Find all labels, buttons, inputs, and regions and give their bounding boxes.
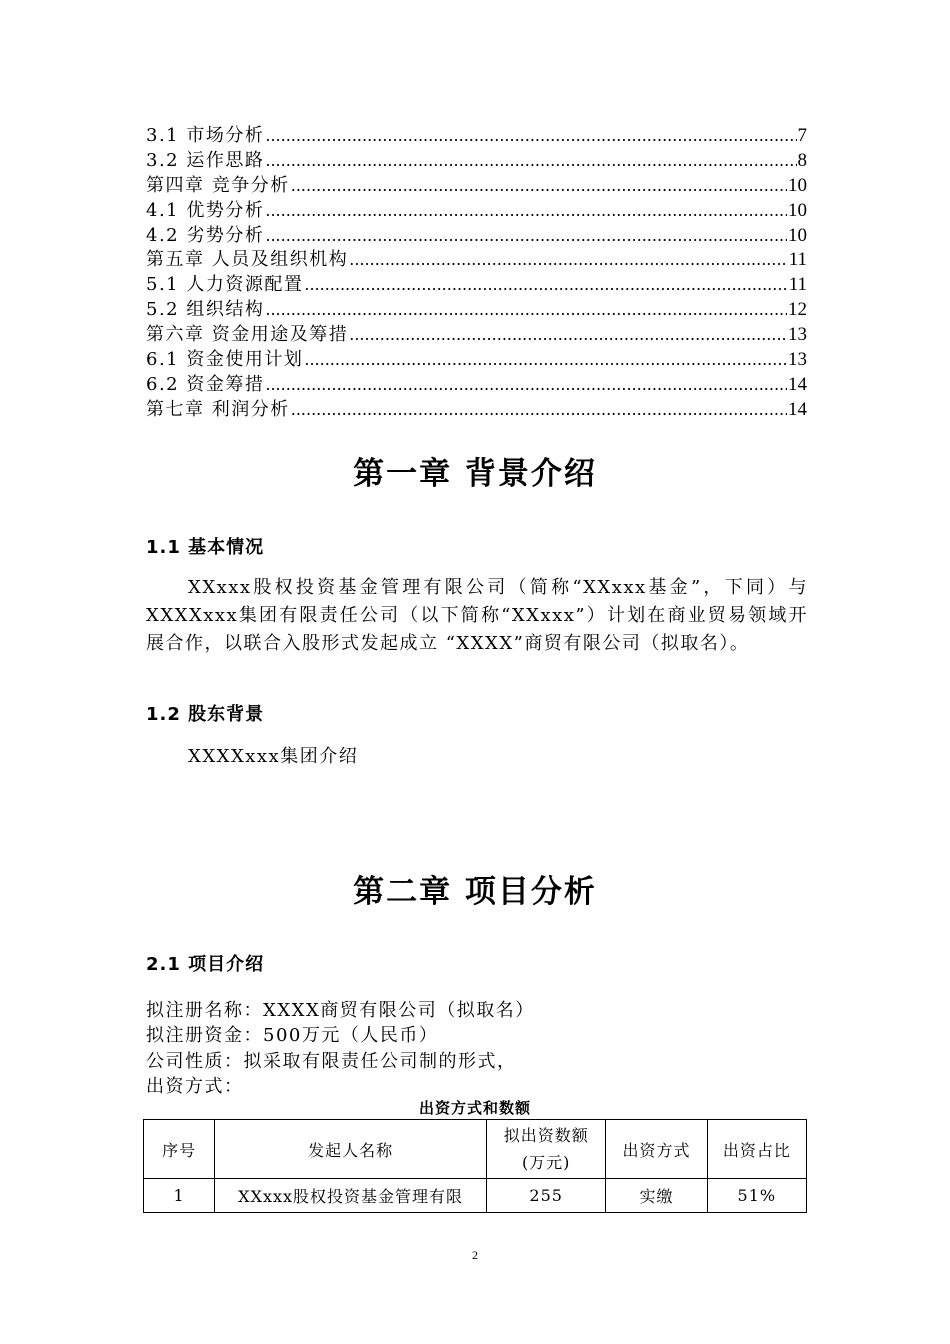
toc-entry[interactable] [146, 273, 807, 298]
toc-entry-title: 4.1 优势分析 [146, 199, 265, 221]
toc-leader-dots [304, 348, 787, 373]
cell-method: 实缴 [606, 1179, 707, 1213]
section-1-2-paragraph: XXXXxxx集团介绍 [188, 746, 359, 767]
toc-entry[interactable] [146, 224, 807, 249]
chapter-1-heading: 第一章 背景介绍 [353, 456, 597, 492]
toc-leader-dots [291, 398, 787, 423]
toc-entry-page: 10 [788, 174, 807, 196]
table-of-contents [146, 124, 807, 423]
header-amount-line1: 拟出资数额 [503, 1126, 589, 1145]
toc-leader-dots [265, 224, 787, 249]
toc-entry-page: 14 [788, 398, 807, 420]
toc-entry[interactable] [146, 199, 807, 224]
toc-leader-dots [291, 174, 787, 199]
toc-entry-title: 5.2 组织结构 [146, 299, 265, 321]
toc-entry[interactable] [146, 348, 807, 373]
toc-entry[interactable] [146, 323, 807, 348]
toc-entry-page: 10 [788, 224, 807, 246]
toc-entry-title: 第六章 资金用途及筹措 [146, 324, 349, 346]
company-nature-line: 公司性质：拟采取有限责任公司制的形式， [146, 1051, 517, 1072]
section-1-1-paragraph: XXxxx股权投资基金管理有限公司（简称“XXxxx基金”，下同）与XXXXxxx集团有限责任公司（以下简称“XXxxx”）计划在商业贸易领域开展合作，以联合入股形式发起成立 “XXXX”商贸有限公司（拟取名）。 [146, 577, 808, 654]
toc-entry[interactable] [146, 124, 807, 149]
toc-entry-page: 12 [788, 299, 807, 321]
cell-no: 1 [144, 1179, 215, 1213]
toc-leader-dots [265, 149, 796, 174]
toc-leader-dots [265, 124, 796, 149]
toc-entry-title: 6.2 资金筹措 [146, 373, 265, 395]
toc-entry-page: 11 [788, 274, 807, 296]
toc-entry-title: 3.1 市场分析 [146, 125, 265, 146]
toc-entry[interactable] [146, 398, 807, 423]
toc-entry[interactable] [146, 149, 807, 174]
toc-leader-dots [349, 248, 787, 273]
registered-name-line: 拟注册名称：XXXX商贸有限公司（拟取名） [146, 1000, 535, 1021]
table-header-row [144, 1120, 807, 1179]
toc-entry-title: 3.2 运作思路 [146, 149, 265, 171]
toc-entry[interactable] [146, 248, 807, 273]
contribution-method-line: 出资方式： [146, 1076, 244, 1097]
header-method: 出资方式 [606, 1120, 707, 1179]
header-no: 序号 [144, 1120, 215, 1179]
toc-leader-dots [349, 323, 787, 348]
header-amount-line2: (万元) [521, 1153, 571, 1172]
toc-entry-title: 5.1 人力资源配置 [146, 274, 304, 296]
toc-entry-title: 第四章 竞争分析 [146, 174, 290, 196]
page-number: 2 [472, 1248, 478, 1262]
toc-leader-dots [265, 298, 787, 323]
toc-entry[interactable] [146, 373, 807, 398]
toc-entry[interactable] [146, 298, 807, 323]
toc-entry[interactable] [146, 174, 807, 199]
toc-leader-dots [265, 199, 787, 224]
section-1-1-heading: 1.1 基本情况 [146, 537, 265, 558]
toc-entry-title: 4.2 劣势分析 [146, 224, 265, 246]
header-amount [487, 1120, 606, 1179]
toc-entry-page: 13 [788, 324, 807, 346]
toc-entry-page: 11 [788, 249, 807, 271]
toc-leader-dots [304, 273, 787, 298]
toc-entry-page: 13 [788, 349, 807, 371]
toc-entry-title: 第七章 利润分析 [146, 398, 290, 420]
toc-leader-dots [265, 373, 787, 398]
table-caption: 出资方式和数额 [418, 1099, 531, 1117]
header-ratio: 出资占比 [707, 1120, 806, 1179]
toc-entry-title: 第五章 人员及组织机构 [146, 249, 349, 271]
contribution-table [143, 1119, 807, 1213]
registered-capital-line: 拟注册资金：500万元（人民币） [146, 1025, 439, 1046]
toc-entry-page: 7 [797, 125, 807, 146]
section-1-2-heading: 1.2 股东背景 [146, 704, 265, 725]
section-2-1-heading: 2.1 项目介绍 [146, 954, 265, 975]
toc-entry-page: 14 [788, 373, 807, 395]
toc-entry-page: 8 [797, 149, 807, 171]
cell-amount: 255 [487, 1179, 606, 1213]
toc-entry-title: 6.1 资金使用计划 [146, 349, 304, 371]
header-name: 发起人名称 [215, 1120, 487, 1179]
cell-name: XXxxx股权投资基金管理有限 [215, 1179, 487, 1213]
toc-entry-page: 10 [788, 199, 807, 221]
cell-ratio: 51% [707, 1179, 806, 1213]
table-row [144, 1179, 807, 1213]
chapter-2-heading: 第二章 项目分析 [353, 874, 597, 910]
